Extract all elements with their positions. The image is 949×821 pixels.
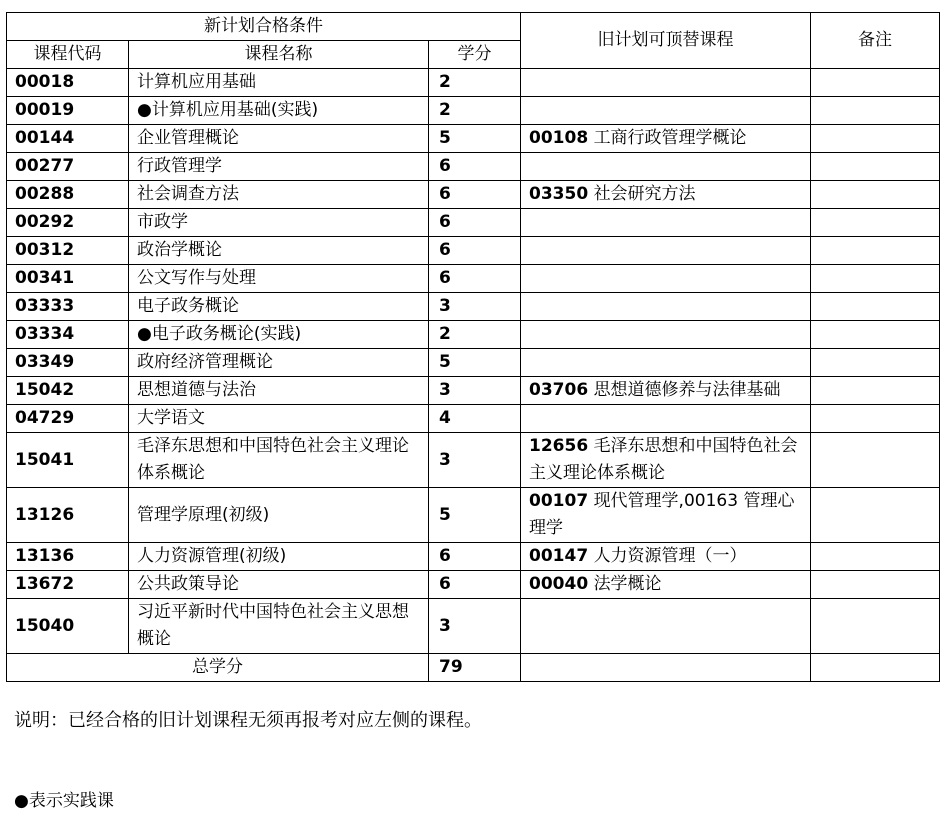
header-old-plan: 旧计划可顶替课程 (521, 13, 811, 69)
replacement-course-cell (521, 405, 811, 433)
course-name-cell: 毛泽东思想和中国特色社会主义理论体系概论 (129, 433, 429, 488)
replacement-course-cell (521, 349, 811, 377)
course-table (6, 12, 940, 682)
explanation-note: 说明：已经合格的旧计划课程无须再报考对应左侧的课程。 (14, 710, 482, 731)
course-code-cell: 00312 (7, 237, 129, 265)
replacement-course-cell (521, 321, 811, 349)
replacement-course-name: 人力资源管理（一） (593, 546, 747, 566)
course-name-cell: 社会调查方法 (129, 181, 429, 209)
course-name-cell: 大学语文 (129, 405, 429, 433)
course-code-cell: 00019 (7, 97, 129, 125)
replacement-course-cell (521, 377, 811, 405)
course-code-cell: 03334 (7, 321, 129, 349)
table-row (7, 153, 940, 181)
credit-cell: 5 (429, 488, 521, 543)
course-code-cell: 00144 (7, 125, 129, 153)
credit-cell: 2 (429, 97, 521, 125)
table-row (7, 571, 940, 599)
course-name-cell: 公共政策导论 (129, 571, 429, 599)
total-repl-cell (521, 654, 811, 682)
replacement-course-cell (521, 125, 811, 153)
remark-cell (811, 405, 940, 433)
remark-cell (811, 153, 940, 181)
remark-cell (811, 321, 940, 349)
header-remarks: 备注 (811, 13, 940, 69)
remark-cell (811, 433, 940, 488)
credit-cell: 6 (429, 571, 521, 599)
course-code-cell: 00277 (7, 153, 129, 181)
table-row (7, 321, 940, 349)
course-name-cell: 行政管理学 (129, 153, 429, 181)
replacement-course-cell (521, 433, 811, 488)
total-credit: 79 (429, 654, 521, 682)
table-row (7, 209, 940, 237)
credit-cell: 6 (429, 237, 521, 265)
course-code-cell: 00341 (7, 265, 129, 293)
total-label: 总学分 (7, 654, 429, 682)
credit-cell: 4 (429, 405, 521, 433)
replacement-course-name: 法学概论 (593, 574, 662, 594)
table-row (7, 599, 940, 654)
replacement-course-code: 00147 (529, 546, 589, 566)
table-row (7, 488, 940, 543)
total-row (7, 654, 940, 682)
remark-cell (811, 377, 940, 405)
remark-cell (811, 571, 940, 599)
replacement-course-cell (521, 265, 811, 293)
course-name-cell: 习近平新时代中国特色社会主义思想概论 (129, 599, 429, 654)
remark-cell (811, 209, 940, 237)
table-row (7, 377, 940, 405)
course-code-cell: 00292 (7, 209, 129, 237)
course-name-cell: 企业管理概论 (129, 125, 429, 153)
replacement-course-code: 00040 (529, 574, 589, 594)
replacement-course-cell (521, 97, 811, 125)
course-code-cell: 03349 (7, 349, 129, 377)
course-name-cell: ●电子政务概论(实践) (129, 321, 429, 349)
replacement-course-cell (521, 153, 811, 181)
practice-legend: ●表示实践课 (14, 791, 114, 811)
replacement-course-name: 思想道德修养与法律基础 (593, 380, 781, 400)
credit-cell: 6 (429, 209, 521, 237)
table-row (7, 349, 940, 377)
table-row (7, 97, 940, 125)
remark-cell (811, 543, 940, 571)
course-code-cell: 15042 (7, 377, 129, 405)
course-code-cell: 04729 (7, 405, 129, 433)
replacement-course-code: 00108 (529, 128, 589, 148)
replacement-course-cell (521, 181, 811, 209)
course-name-cell: 管理学原理(初级) (129, 488, 429, 543)
table-row (7, 237, 940, 265)
course-name-cell: 政府经济管理概论 (129, 349, 429, 377)
table-row (7, 293, 940, 321)
credit-cell: 6 (429, 153, 521, 181)
credit-cell: 3 (429, 599, 521, 654)
replacement-course-code: 00107 (529, 491, 589, 511)
credit-cell: 2 (429, 321, 521, 349)
credit-cell: 3 (429, 293, 521, 321)
replacement-course-name: 毛泽东思想和中国特色社会主义理论体系概论 (529, 436, 798, 483)
credit-cell: 6 (429, 181, 521, 209)
header-row-1 (7, 13, 940, 41)
course-code-cell: 03333 (7, 293, 129, 321)
replacement-course-code: 03706 (529, 380, 589, 400)
credit-cell: 5 (429, 349, 521, 377)
total-remark-cell (811, 654, 940, 682)
credit-cell: 6 (429, 543, 521, 571)
course-name-cell: 思想道德与法治 (129, 377, 429, 405)
replacement-course-cell (521, 293, 811, 321)
replacement-course-cell (521, 488, 811, 543)
credit-cell: 6 (429, 265, 521, 293)
replacement-course-cell (521, 69, 811, 97)
replacement-course-code: 03350 (529, 184, 589, 204)
replacement-course-name: 社会研究方法 (593, 184, 696, 204)
replacement-course-cell (521, 209, 811, 237)
course-name-cell: 公文写作与处理 (129, 265, 429, 293)
table-row (7, 405, 940, 433)
credit-cell: 3 (429, 377, 521, 405)
course-code-cell: 00288 (7, 181, 129, 209)
header-name: 课程名称 (129, 41, 429, 69)
header-new-plan: 新计划合格条件 (7, 13, 521, 41)
replacement-course-name: 工商行政管理学概论 (593, 128, 747, 148)
remark-cell (811, 181, 940, 209)
credit-cell: 3 (429, 433, 521, 488)
remark-cell (811, 293, 940, 321)
course-name-cell: 政治学概论 (129, 237, 429, 265)
replacement-course-cell (521, 543, 811, 571)
credit-cell: 5 (429, 125, 521, 153)
table-row (7, 433, 940, 488)
remark-cell (811, 265, 940, 293)
remark-cell (811, 237, 940, 265)
credit-cell: 2 (429, 69, 521, 97)
table-row (7, 181, 940, 209)
header-code: 课程代码 (7, 41, 129, 69)
replacement-course-cell (521, 237, 811, 265)
course-name-cell: 计算机应用基础 (129, 69, 429, 97)
table-row (7, 265, 940, 293)
course-code-cell: 13126 (7, 488, 129, 543)
replacement-course-cell (521, 599, 811, 654)
remark-cell (811, 125, 940, 153)
course-code-cell: 15041 (7, 433, 129, 488)
table-row (7, 69, 940, 97)
remark-cell (811, 97, 940, 125)
course-code-cell: 13136 (7, 543, 129, 571)
remark-cell (811, 69, 940, 97)
remark-cell (811, 488, 940, 543)
course-name-cell: 人力资源管理(初级) (129, 543, 429, 571)
course-name-cell: ●计算机应用基础(实践) (129, 97, 429, 125)
replacement-course-code: 12656 (529, 436, 589, 456)
remark-cell (811, 349, 940, 377)
course-code-cell: 15040 (7, 599, 129, 654)
header-credit: 学分 (429, 41, 521, 69)
course-name-cell: 电子政务概论 (129, 293, 429, 321)
remark-cell (811, 599, 940, 654)
course-code-cell: 13672 (7, 571, 129, 599)
table-row (7, 125, 940, 153)
course-code-cell: 00018 (7, 69, 129, 97)
course-name-cell: 市政学 (129, 209, 429, 237)
replacement-course-cell (521, 571, 811, 599)
table-row (7, 543, 940, 571)
replacement-course-name: 现代管理学,00163 管理心理学 (529, 491, 795, 538)
